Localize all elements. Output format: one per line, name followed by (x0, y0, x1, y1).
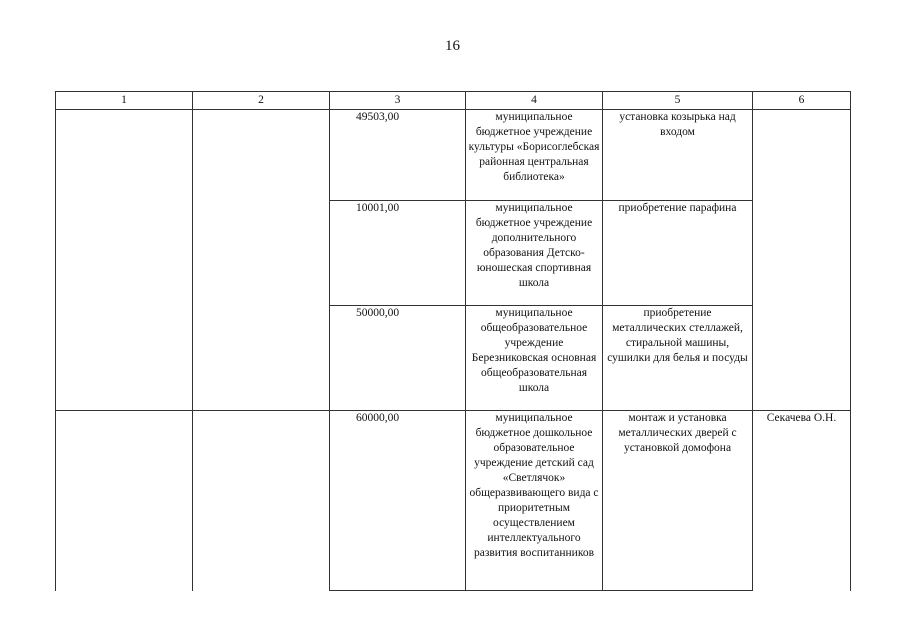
cell-col2-empty (193, 110, 330, 411)
column-header: 4 (466, 92, 603, 110)
amount-cell: 10001,00 (330, 201, 466, 306)
responsible-cell: Секачева О.Н. (753, 411, 851, 591)
column-header: 2 (193, 92, 330, 110)
purpose-cell: установка козырька над входом (603, 110, 753, 201)
column-header: 1 (56, 92, 193, 110)
institution-cell: муниципальное общеобразовательное учреждение Березниковская основная общеобразовательная школа (466, 306, 603, 411)
cell-col6-empty (753, 110, 851, 411)
table-header-row (56, 92, 851, 110)
institution-cell: муниципальное бюджетное дошкольное образовательное учреждение детский сад «Светлячок» общеразвивающего вида с приоритетным осуществлением интеллектуального развития воспитанников (466, 411, 603, 591)
table-row (56, 110, 851, 201)
amount-cell: 50000,00 (330, 306, 466, 411)
table-row (56, 411, 851, 591)
institution-cell: муниципальное бюджетное учреждение дополнительного образования Детско-юношеская спортивная школа (466, 201, 603, 306)
cell-col2-empty (193, 411, 330, 591)
amount-cell: 60000,00 (330, 411, 466, 591)
purpose-cell: приобретение парафина (603, 201, 753, 306)
column-header: 5 (603, 92, 753, 110)
data-table (55, 91, 851, 591)
column-header: 6 (753, 92, 851, 110)
page-number: 16 (445, 38, 460, 54)
purpose-cell: приобретение металлических стеллажей, стиральной машины, сушилки для белья и посуды (603, 306, 753, 411)
purpose-cell: монтаж и установка металлических дверей с установкой домофона (603, 411, 753, 591)
cell-col1-empty (56, 411, 193, 591)
amount-cell: 49503,00 (330, 110, 466, 201)
institution-cell: муниципальное бюджетное учреждение культуры «Борисоглебская районная центральная библиотека» (466, 110, 603, 201)
cell-col1-empty (56, 110, 193, 411)
column-header: 3 (330, 92, 466, 110)
